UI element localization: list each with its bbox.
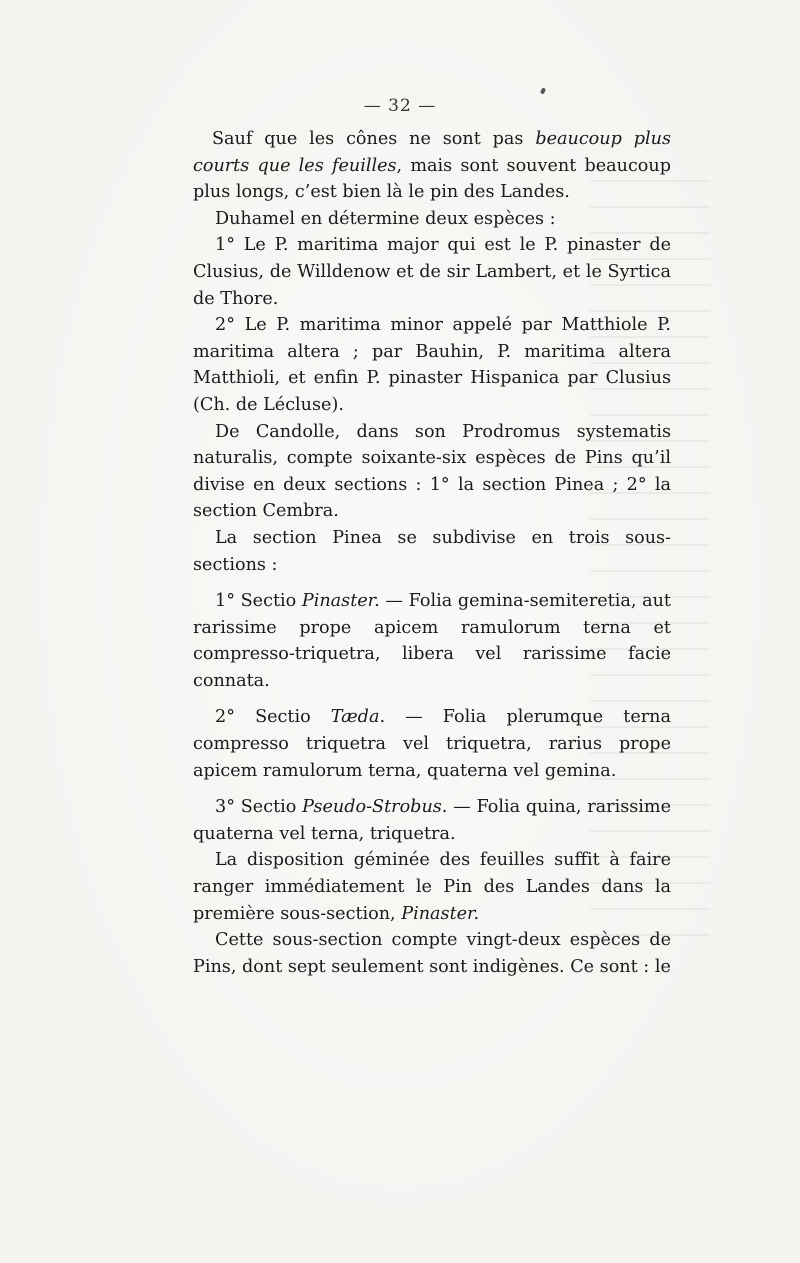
sectio-1-name: Pinaster. [301,591,380,612]
paragraph-11: Cette sous-section compte vingt-deux espèces de Pins, dont sept seulement sont indigènes. Ce sont : le [193,930,671,977]
sectio-2-name: Tæda. [330,707,386,728]
paragraph-10-text: La disposition géminée des feuilles suffit à faire ranger immédiatement le Pin des Landes dans la première sous-section, [193,850,671,924]
page-number: — 32 — [363,96,437,116]
paragraph-1 [193,126,671,206]
paragraph-10-italic: Pinaster. [401,903,480,924]
sectio-3-description: — Folia quina, rarissime quaterna vel terna, triquetra. [193,797,671,844]
paragraph-1-italic: beaucoup plus courts que les feuilles [193,129,671,176]
sectio-3-label: 3° Sectio [215,797,303,818]
paragraph-9-sectio-pseudo-strobus [193,794,671,847]
paragraph-4: 2° Le P. maritima minor appelé par Matthiole P. maritima altera ; par Bauhin, P. maritima altera Matthioli, et enfin P. pinaster Hispanica par Clusius (Ch. de Lécluse). [193,315,671,415]
sectio-1-label: 1° Sectio [215,591,302,612]
paragraph-5: De Candolle, dans son Prodromus systematis naturalis, compte soixante-six espèces de Pins qu’il divise en deux sections : 1° la section Pinea ; 2° la section Cembra. [193,421,671,522]
ink-speck [540,87,546,94]
sectio-2-description: — Folia plerumque terna compresso triquetra vel triquetra, rarius prope apicem ramulorum terna, quaterna vel gemina. [193,707,671,781]
paragraph-6: La section Pinea se subdivise en trois sous-sections : [193,527,671,575]
sectio-2-label: 2° Sectio [215,707,331,728]
paragraph-3: 1° Le P. maritima major qui est le P. pinaster de Clusius, de Willdenow et de sir Lambert, et le Syrtica de Thore. [193,235,671,309]
paragraph-10 [193,847,671,927]
paragraph-1-text-b: , mais sont souvent beaucoup plus longs, c’est bien là le pin des Landes. [193,155,671,203]
body-text [193,126,671,980]
paragraph-2: Duhamel en détermine deux espèces : [215,208,556,229]
sectio-3-name: Pseudo-Strobus. [302,797,448,818]
paragraph-7-sectio-pinaster [193,588,671,694]
paragraph-8-sectio-taeda [193,704,671,784]
sectio-1-description: — Folia gemina-semiteretia, aut rarissime prope apicem ramulorum terna et compresso-triquetra, libera vel rarissime facie connata. [193,591,671,691]
paragraph-1-text-a: Sauf que les cônes ne sont pas [212,129,536,149]
